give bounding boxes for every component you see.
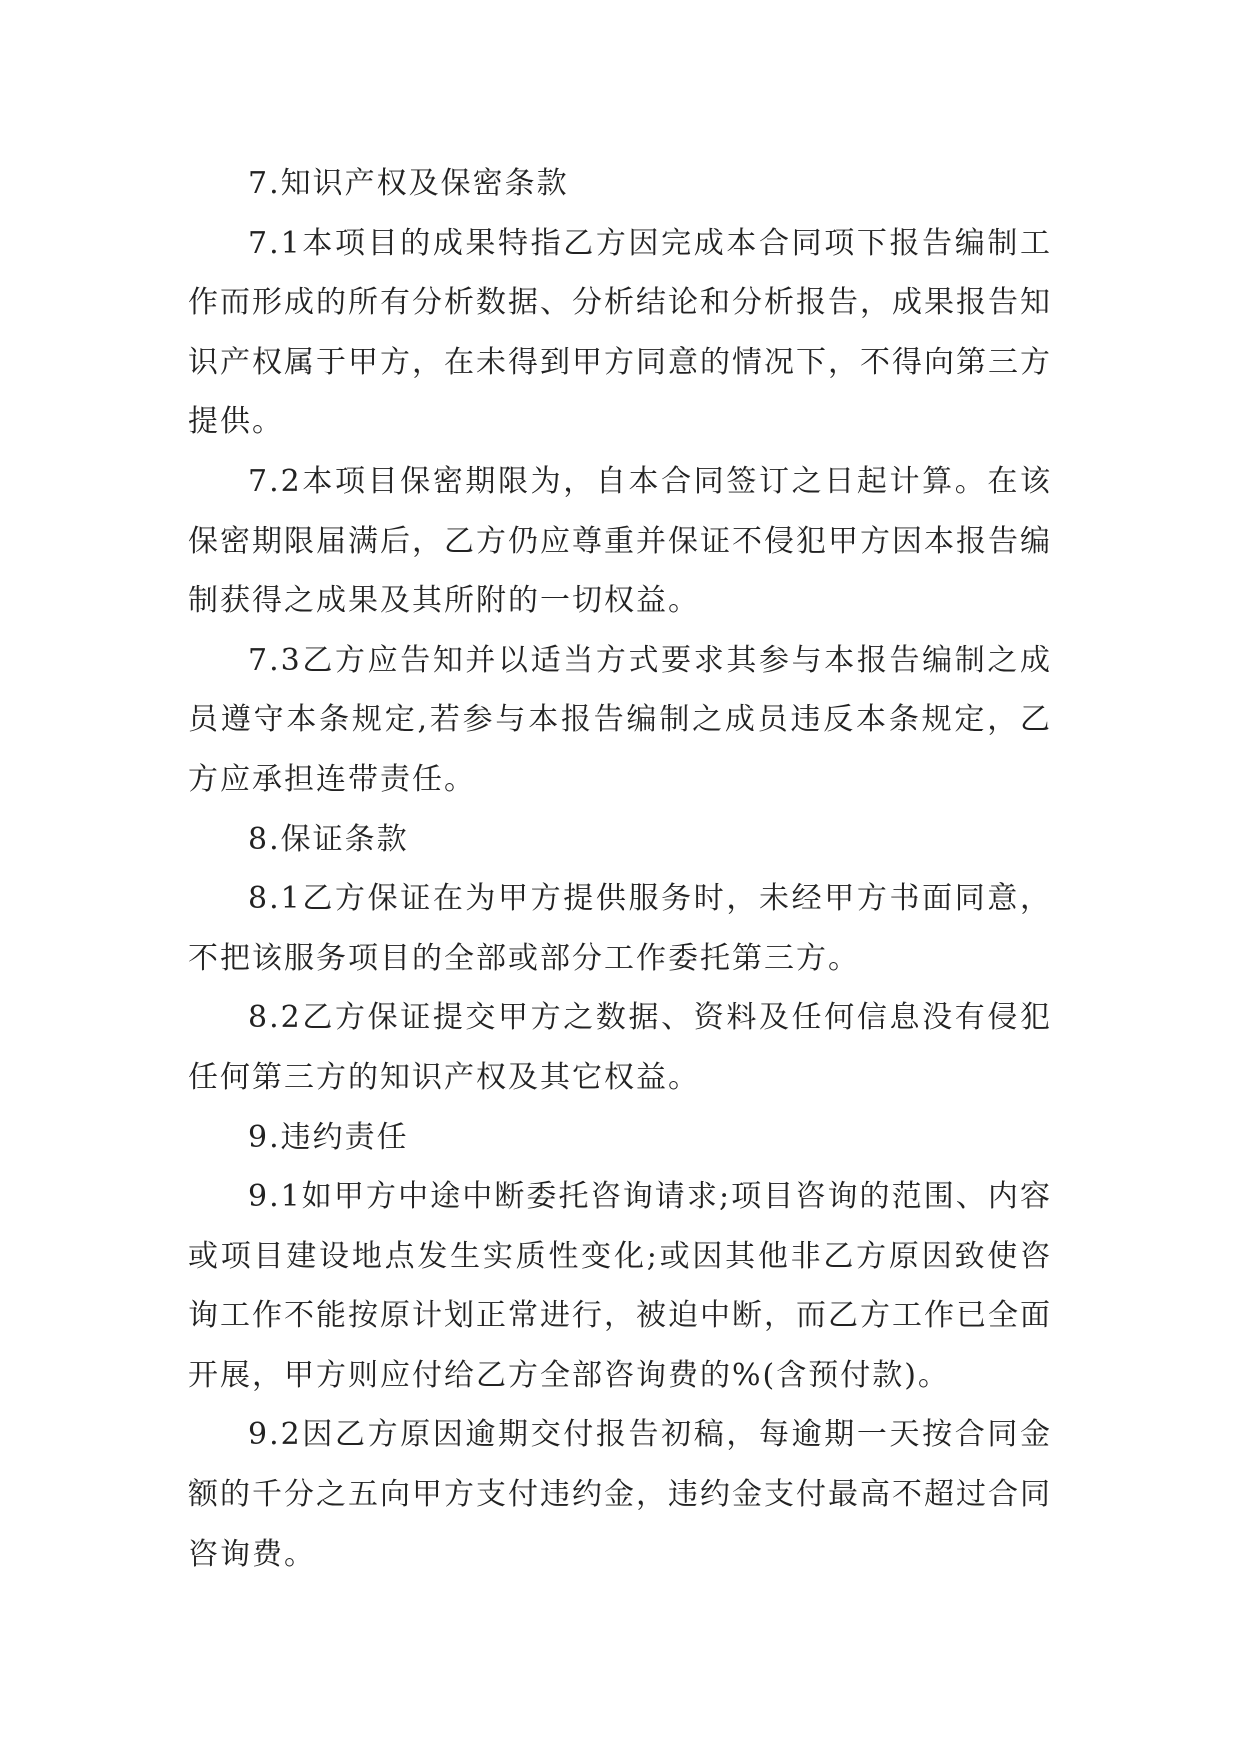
clause-7-2: 7.2本项目保密期限为，自本合同签订之日起计算。在该保密期限届满后，乙方仍应尊重并保证不侵犯甲方因本报告编制获得之成果及其所附的一切权益。 bbox=[188, 463, 1052, 619]
clause-9-2: 9.2因乙方原因逾期交付报告初稿，每逾期一天按合同金额的千分之五向甲方支付违约金，违约金支付最高不超过合同咨询费。 bbox=[188, 1417, 1052, 1572]
clause-8-2: 8.2乙方保证提交甲方之数据、资料及任何信息没有侵犯任何第三方的知识产权及其它权益。 bbox=[188, 1000, 1052, 1095]
clause-8-1: 8.1乙方保证在为甲方提供服务时，未经甲方书面同意，不把该服务项目的全部或部分工作委托第三方。 bbox=[188, 881, 1052, 976]
document-body bbox=[188, 154, 1052, 1584]
clause-7-1: 7.1本项目的成果特指乙方因完成本合同项下报告编制工作而形成的所有分析数据、分析结论和分析报告，成果报告知识产权属于甲方，在未得到甲方同意的情况下，不得向第三方提供。 bbox=[188, 225, 1052, 440]
section-heading-8: 8.保证条款 bbox=[248, 821, 409, 857]
clause-9-1: 9.1如甲方中途中断委托咨询请求;项目咨询的范围、内容或项目建设地点发生实质性变化;或因其他非乙方原因致使咨询工作不能按原计划正常进行，被迫中断，而乙方工作已全面开展，甲方则应付给乙方全部咨询费的%(含预付款)。 bbox=[188, 1179, 1052, 1393]
section-heading-7: 7.知识产权及保密条款 bbox=[248, 166, 569, 201]
clause-7-3: 7.3乙方应告知并以适当方式要求其参与本报告编制之成员遵守本条规定,若参与本报告编制之成员违反本条规定，乙方应承担连带责任。 bbox=[188, 642, 1052, 797]
section-heading-9: 9.违约责任 bbox=[248, 1119, 409, 1155]
